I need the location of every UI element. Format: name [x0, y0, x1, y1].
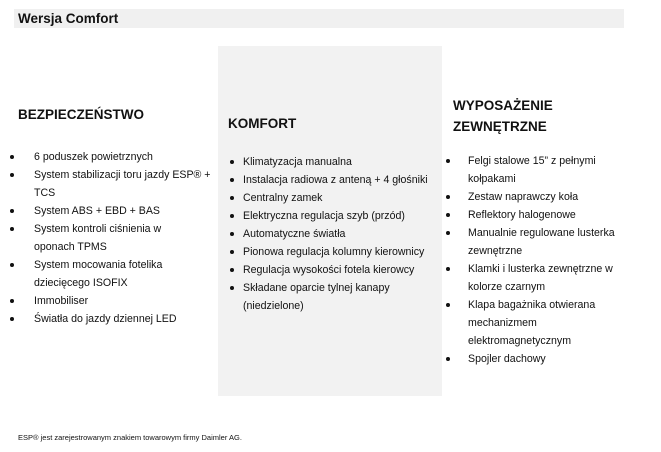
bullet-icon [446, 267, 450, 271]
version-title: Wersja Comfort [18, 11, 119, 26]
bullet-icon [446, 231, 450, 235]
exterior-heading [443, 95, 633, 137]
bullet-icon [230, 232, 234, 236]
list-item: System mocowania fotelika dziecięcego ISOFIX [12, 256, 199, 292]
list-item: Felgi stalowe 15” z pełnymi kołpakami [443, 152, 633, 188]
bullet-icon [10, 173, 14, 177]
list-item: Klapa bagażnika otwierana mechanizmem elektromagnetycznym [443, 296, 633, 350]
exterior-heading-line2: ZEWNĘTRZNE [453, 119, 547, 134]
list-item: Klimatyzacja manualna [218, 153, 442, 171]
trademark-footnote: ESP® jest zarejestrowanym znakiem towarowym firmy Daimler AG. [18, 433, 242, 442]
bullet-icon [230, 178, 234, 182]
list-item: 6 poduszek powietrznych [12, 148, 217, 166]
bullet-icon [10, 209, 14, 213]
bullet-icon [230, 286, 234, 290]
bullet-icon [230, 250, 234, 254]
list-item: Składane oparcie tylnej kanapy (niedzielone) [218, 279, 428, 315]
bullet-icon [230, 268, 234, 272]
bullet-icon [10, 299, 14, 303]
list-item: Zestaw naprawczy koła [443, 188, 633, 206]
list-item: System kontroli ciśnienia w oponach TPMS [12, 220, 194, 256]
list-item: Automatyczne światła [218, 225, 442, 243]
list-item: Regulacja wysokości fotela kierowcy [218, 261, 442, 279]
bullet-icon [10, 155, 14, 159]
comfort-list [218, 153, 442, 315]
list-item: System ABS + EBD + BAS [12, 202, 217, 220]
bullet-icon [230, 196, 234, 200]
safety-column [12, 104, 217, 328]
list-item: Centralny zamek [218, 189, 442, 207]
bullet-icon [446, 213, 450, 217]
comfort-column [218, 46, 442, 396]
list-item: Immobiliser [12, 292, 217, 310]
bullet-icon [230, 214, 234, 218]
comfort-heading: KOMFORT [228, 116, 297, 131]
list-item: Klamki i lusterka zewnętrzne w kolorze czarnym [443, 260, 648, 296]
list-item: System stabilizacji toru jazdy ESP® + TCS [12, 166, 219, 202]
list-item: Spojler dachowy [443, 350, 633, 368]
safety-heading: BEZPIECZEŃSTWO [18, 107, 145, 122]
exterior-column [443, 95, 633, 368]
bullet-icon [446, 195, 450, 199]
list-item: Światła do jazdy dziennej LED [12, 310, 217, 328]
list-item: Manualnie regulowane lusterka zewnętrzne [443, 224, 653, 260]
bullet-icon [10, 317, 14, 321]
list-item: Pionowa regulacja kolumny kierownicy [218, 243, 442, 261]
version-title-bar [14, 9, 624, 28]
bullet-icon [446, 303, 450, 307]
bullet-icon [10, 227, 14, 231]
list-item: Elektryczna regulacja szyb (przód) [218, 207, 442, 225]
bullet-icon [10, 263, 14, 267]
safety-list [12, 148, 217, 328]
bullet-icon [230, 160, 234, 164]
bullet-icon [446, 357, 450, 361]
list-item: Instalacja radiowa z anteną + 4 głośniki [218, 171, 442, 189]
exterior-list [443, 152, 633, 368]
exterior-heading-line1: WYPOSAŻENIE [453, 98, 553, 113]
list-item: Reflektory halogenowe [443, 206, 633, 224]
bullet-icon [446, 159, 450, 163]
